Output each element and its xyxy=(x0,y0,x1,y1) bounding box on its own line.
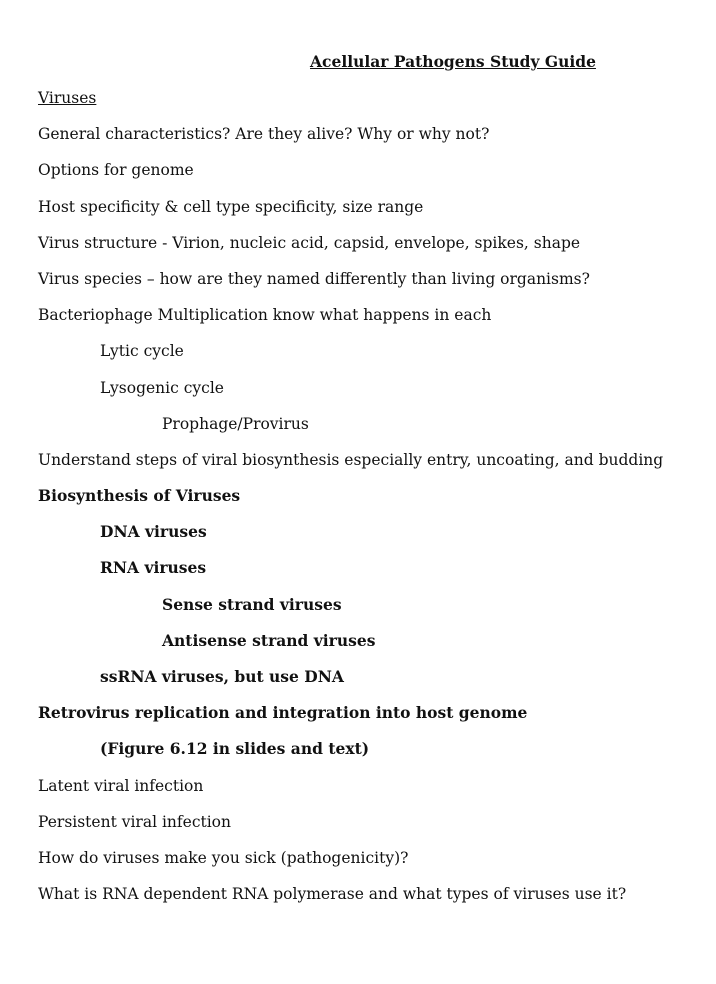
study-subsubitem: Antisense strand viruses xyxy=(162,631,376,650)
study-subsubitem: Prophage/Provirus xyxy=(162,415,309,433)
document-title: Acellular Pathogens Study Guide xyxy=(310,52,596,71)
study-subitem: RNA viruses xyxy=(100,558,207,577)
study-item: Bacteriophage Multiplication know what happens in each xyxy=(38,306,492,324)
study-item: What is RNA dependent RNA polymerase and what types of viruses use it? xyxy=(38,885,627,903)
study-item: Understand steps of viral biosynthesis especially entry, uncoating, and budding xyxy=(38,451,664,469)
study-item: Host specificity & cell type specificity, size range xyxy=(38,198,424,216)
section-heading-biosynthesis: Biosynthesis of Viruses xyxy=(38,486,241,505)
study-item: Persistent viral infection xyxy=(38,813,232,831)
section-heading-viruses: Viruses xyxy=(38,89,97,107)
study-item: Options for genome xyxy=(38,161,194,179)
section-heading-retrovirus: Retrovirus replication and integration into host genome xyxy=(38,703,528,722)
study-item: How do viruses make you sick (pathogenicity)? xyxy=(38,849,409,867)
study-item: Latent viral infection xyxy=(38,777,204,795)
study-subitem: (Figure 6.12 in slides and text) xyxy=(100,739,370,758)
study-subitem: ssRNA viruses, but use DNA xyxy=(100,667,344,686)
study-subitem: Lysogenic cycle xyxy=(100,379,224,397)
study-item: Virus species – how are they named differently than living organisms? xyxy=(38,270,590,288)
study-subitem: Lytic cycle xyxy=(100,342,184,360)
study-subsubitem: Sense strand viruses xyxy=(162,595,342,614)
study-subitem: DNA viruses xyxy=(100,522,207,541)
study-item: General characteristics? Are they alive? Why or why not? xyxy=(38,125,490,143)
study-item: Virus structure - Virion, nucleic acid, capsid, envelope, spikes, shape xyxy=(38,234,581,252)
